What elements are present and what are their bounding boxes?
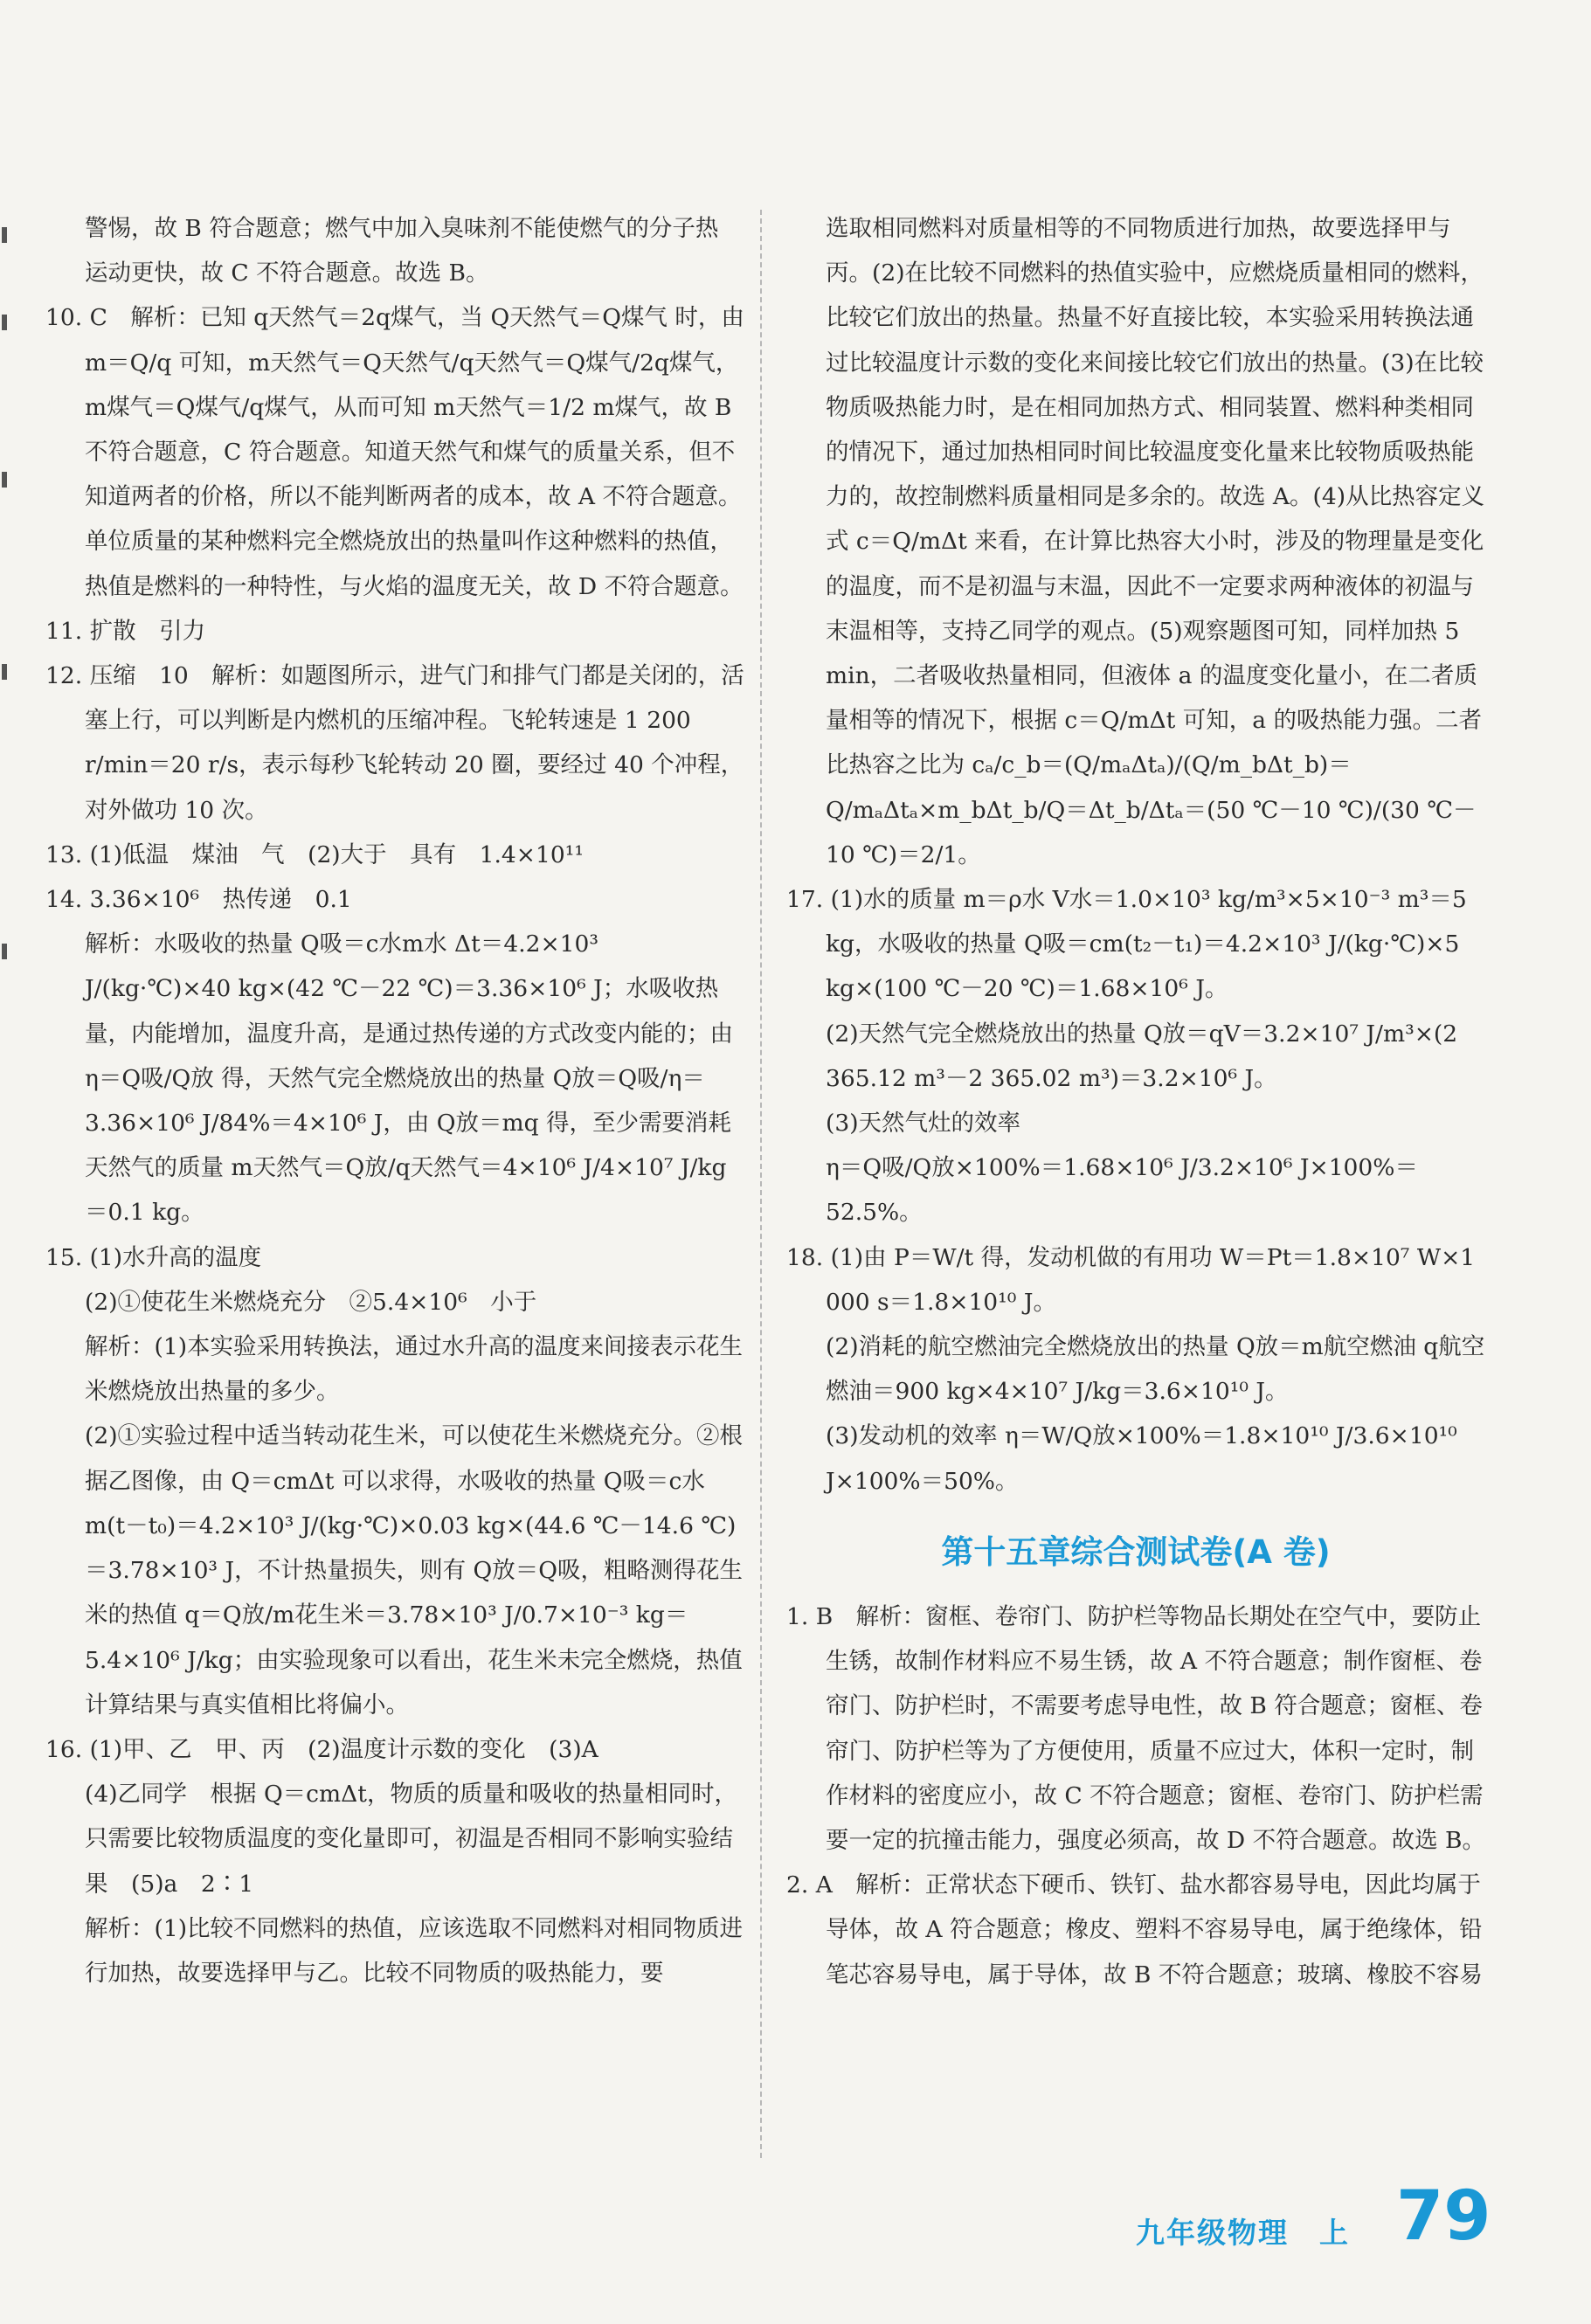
- answer-item: 12. 压缩 10 解析：如题图所示，进气门和排气门都是关闭的，活塞上行，可以判断是内燃机的压缩冲程。飞轮转速是 1 200 r/min＝20 r/s，表示每秒飞轮转动 20 圈，要经过 40 个冲程，对外做功 10 次。: [45, 662, 744, 824]
- answer-paragraph: η＝Q吸/Q放×100%＝1.68×10⁶ J/3.2×10⁶ J×100%＝52.5%。: [826, 1154, 1418, 1227]
- answer-item: 11. 扩散 引力: [45, 617, 206, 645]
- answer-item: 10. C 解析：已知 q天然气＝2q煤气，当 Q天然气＝Q煤气 时，由 m＝Q/q 可知，m天然气＝Q天然气/q天然气＝Q煤气/2q煤气，m煤气＝Q煤气/q煤气，从而可知 m天然气＝1/2 m煤气，故 B 不符合题意，C 符合题意。知道天然气和煤气的质量关系，但不知道两者的价格，所以不能判断两者的成本，故 A 不符合题意。单位质量的某种燃料完全燃烧放出的热量叫作这种燃料的热值，热值是燃料的一种特性，与火焰的温度无关，故 D 不符合题意。: [45, 304, 752, 600]
- answer-item: 13. (1)低温 煤油 气 (2)大于 具有 1.4×10¹¹: [45, 840, 584, 868]
- footer-grade-subject: 九年级物理 上: [1136, 2216, 1350, 2250]
- answer-item: 17. (1)水的质量 m＝ρ水 V水＝1.0×10³ kg/m³×5×10⁻³ m³＝5 kg，水吸收的热量 Q吸＝cm(t₂－t₁)＝4.2×10³ J/(kg·℃)×5 kg×(100 ℃－20 ℃)＝1.68×10⁶ J。: [786, 886, 1475, 1003]
- answer-item: 16. (1)甲、乙 甲、丙 (2)温度计示数的变化 (3)A: [45, 1735, 598, 1763]
- answer-item: 15. (1)水升高的温度: [45, 1243, 262, 1271]
- answer-paragraph: (2)天然气完全燃烧放出的热量 Q放＝qV＝3.2×10⁷ J/m³×(2 365.12 m³－2 365.02 m³)＝3.2×10⁶ J。: [826, 1020, 1465, 1092]
- answer-paragraph: 选取相同燃料对质量相等的不同物质进行加热，故要选择甲与丙。(2)在比较不同燃料的热值实验中，应燃烧质量相同的燃料，比较它们放出的热量。热量不好直接比较，本实验采用转换法通过比较温度计示数的变化来间接比较它们放出的热量。(3)在比较物质吸热能力时，是在相同加热方式、相同装置、燃料种类相同的情况下，通过加热相同时间比较温度变化量来比较物质吸热能力的，故控制燃料质量相同是多余的。故选 A。(4)从比热容定义式 c＝Q/mΔt 来看，在计算比热容大小时，涉及的物理量是变化的温度，而不是初温与末温，因此不一定要求两种液体的初温与末温相等，支持乙同学的观点。(5)观察题图可知，同样加热 5 min，二者吸收热量相同，但液体 a 的温度变化量小，在二者质量相等的情况下，根据 c＝Q/mΔt 可知，a 的吸热能力强。二者比热容之比为 cₐ/c_b＝(Q/mₐΔtₐ)/(Q/m_bΔt_b)＝Q/mₐΔtₐ×m_bΔt_b/Q＝Δt_b/Δtₐ＝(50 ℃－10 ℃)/(30 ℃－10 ℃)＝2/1。: [826, 215, 1485, 868]
- answer-paragraph: 警惕，故 B 符合题意；燃气中加入臭味剂不能使燃气的分子热: [85, 215, 719, 242]
- section-title: 第十五章综合测试卷(A 卷): [941, 1532, 1331, 1571]
- answer-paragraph: (4)乙同学 根据 Q＝cmΔt，物质的质量和吸收的热量相同时，只需要比较物质温度的变化量即可，初温是否相同不影响实验结果 (5)a 2∶1: [85, 1781, 737, 1898]
- binding-margin-marks: [0, 210, 12, 979]
- answer-paragraph: (3)天然气灶的效率: [826, 1110, 1021, 1138]
- answer-item: 18. (1)由 P＝W/t 得，发动机做的有用功 W＝Pt＝1.8×10⁷ W×1 000 s＝1.8×10¹⁰ J。: [786, 1243, 1483, 1316]
- answer-paragraph: (2)①使花生米燃烧充分 ②5.4×10⁶ 小于: [85, 1288, 537, 1316]
- column-divider: [760, 210, 762, 2158]
- answer-item: 14. 3.36×10⁶ 热传递 0.1: [45, 886, 352, 914]
- left-column: [45, 206, 752, 1995]
- answer-paragraph: 解析：(1)比较不同燃料的热值，应该选取不同燃料对相同物质进行加热，故要选择甲与乙。比较不同物质的吸热能力，要: [85, 1914, 744, 1987]
- answer-paragraph: (3)发动机的效率 η＝W/Q放×100%＝1.8×10¹⁰ J/3.6×10¹⁰ J×100%＝50%。: [826, 1422, 1465, 1495]
- answer-item: 2. A 解析：正常状态下硬币、铁钉、盐水都容易导电，因此均属于导体，故 A 符合题意；橡皮、塑料不容易导电，属于绝缘体，铅笔芯容易导电，属于导体，故 B 不符合题意；玻璃、橡胶不容易: [786, 1871, 1483, 1989]
- right-column: [786, 206, 1485, 1997]
- answer-paragraph: (2)①实验过程中适当转动花生米，可以使花生米燃烧充分。②根据乙图像，由 Q＝cmΔt 可以求得，水吸收的热量 Q吸＝c水 m(t－t₀)＝4.2×10³ J/(kg·℃)×0.03 kg×(44.6 ℃－14.6 ℃)＝3.78×10³ J，不计热量损失，则有 Q放＝Q吸，粗略测得花生米的热值 q＝Q放/m花生米＝3.78×10³ J/0.7×10⁻³ kg＝5.4×10⁶ J/kg；由实验现象可以看出，花生米未完全燃烧，热值计算结果与真实值相比将偏小。: [85, 1422, 744, 1719]
- answer-paragraph: 解析：水吸收的热量 Q吸＝c水m水 Δt＝4.2×10³ J/(kg·℃)×40 kg×(42 ℃－22 ℃)＝3.36×10⁶ J；水吸收热量，内能增加，温度升高，是通过热传递的方式改变内能的；由 η＝Q吸/Q放 得，天然气完全燃烧放出的热量 Q放＝Q吸/η＝3.36×10⁶ J/84%＝4×10⁶ J，由 Q放＝mq 得，至少需要消耗天然气的质量 m天然气＝Q放/q天然气＝4×10⁶ J/4×10⁷ J/kg＝0.1 kg。: [85, 930, 741, 1227]
- page-number: 79: [1396, 2177, 1491, 2256]
- answer-paragraph: 运动更快，故 C 不符合题意。故选 B。: [85, 259, 489, 287]
- answer-item: 1. B 解析：窗框、卷帘门、防护栏等物品长期处在空气中，要防止生锈，故制作材料应不易生锈，故 A 不符合题意；制作窗框、卷帘门、防护栏时，不需要考虑导电性，故 B 符合题意；窗框、卷帘门、防护栏等为了方便使用，质量不应过大，体积一定时，制作材料的密度应小，故 C 不符合题意；窗框、卷帘门、防护栏需要一定的抗撞击能力，强度必须高，故 D 不符合题意。故选 B。: [786, 1602, 1485, 1854]
- answer-paragraph: (2)消耗的航空燃油完全燃烧放出的热量 Q放＝m航空燃油 q航空燃油＝900 kg×4×10⁷ J/kg＝3.6×10¹⁰ J。: [826, 1333, 1485, 1406]
- answer-paragraph: 解析：(1)本实验采用转换法，通过水升高的温度来间接表示花生米燃烧放出热量的多少。: [85, 1333, 744, 1406]
